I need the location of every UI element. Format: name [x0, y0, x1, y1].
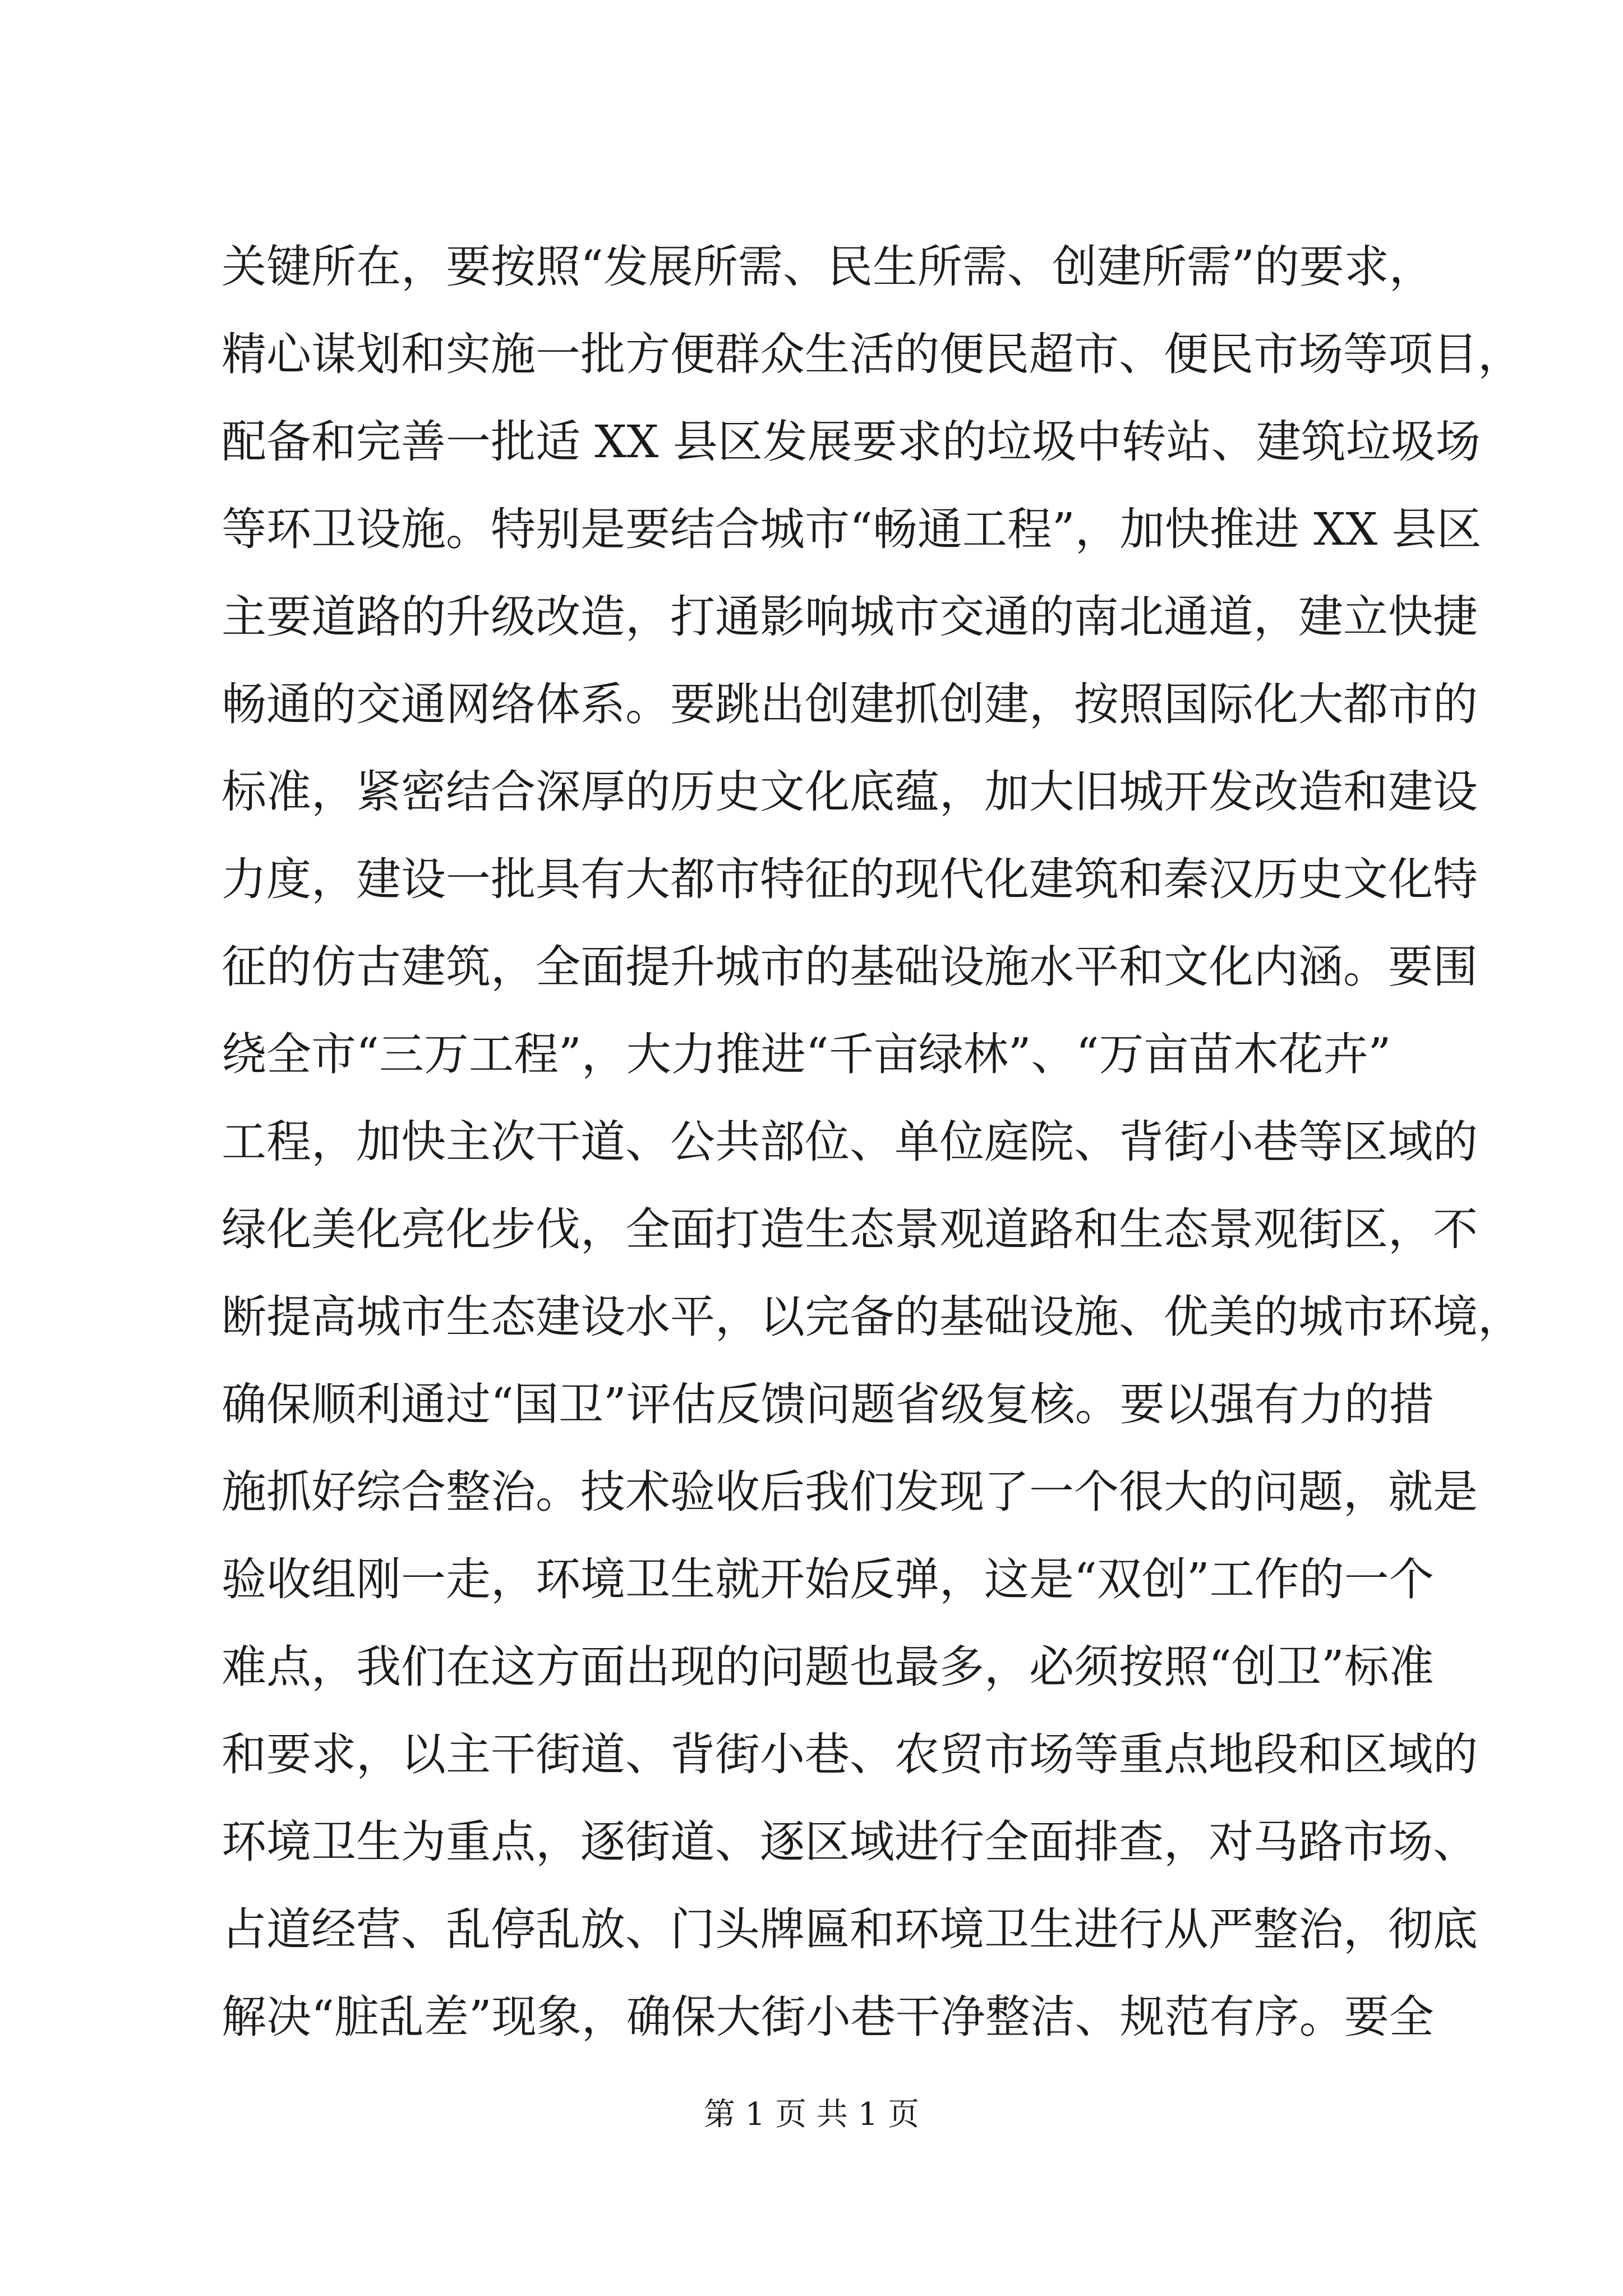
- text-line: 施抓好综合整治。技术验收后我们发现了一个很大的问题，就是: [222, 1466, 1478, 1518]
- text-line: 征的仿古建筑，全面提升城市的基础设施水平和文化内涵。要围: [222, 941, 1478, 993]
- text-line: 解决“脏乱差”现象，确保大街小巷干净整洁、规范有序。要全: [222, 1991, 1434, 2043]
- text-line: 占道经营、乱停乱放、门头牌匾和环境卫生进行从严整治，彻底: [222, 1903, 1478, 1955]
- text-line: 关键所在，要按照“发展所需、民生所需、创建所需”的要求，: [222, 241, 1434, 293]
- page-footer: [0, 2092, 1623, 2137]
- text-line: 难点，我们在这方面出现的问题也最多，必须按照“创卫”标准: [222, 1641, 1434, 1693]
- text-line: 断提高城市生态建设水平，以完备的基础设施、优美的城市环境，: [222, 1291, 1523, 1343]
- page-number: 第 1 页 共 1 页: [703, 2096, 920, 2133]
- body-text: [222, 223, 1523, 2061]
- text-line: 畅通的交通网络体系。要跳出创建抓创建，按照国际化大都市的: [222, 678, 1478, 730]
- text-line: 精心谋划和实施一批方便群众生活的便民超市、便民市场等项目，: [222, 328, 1523, 380]
- text-line: 和要求，以主干街道、背街小巷、农贸市场等重点地段和区域的: [222, 1728, 1478, 1780]
- text-line: 等环卫设施。特别是要结合城市“畅通工程”，加快推进 XX 县区: [222, 503, 1482, 555]
- text-line: 环境卫生为重点，逐街道、逐区域进行全面排查，对马路市场、: [222, 1816, 1478, 1868]
- text-line: 确保顺利通过“国卫”评估反馈问题省级复核。要以强有力的措: [222, 1378, 1434, 1430]
- text-line: 验收组刚一走，环境卫生就开始反弹，这是“双创”工作的一个: [222, 1553, 1434, 1605]
- text-line: 工程，加快主次干道、公共部位、单位庭院、背街小巷等区域的: [222, 1116, 1478, 1168]
- text-line: 绿化美化亮化步伐，全面打造生态景观道路和生态景观街区，不: [222, 1203, 1478, 1255]
- text-line: 主要道路的升级改造，打通影响城市交通的南北通道，建立快捷: [222, 591, 1478, 643]
- text-line: 标准，紧密结合深厚的历史文化底蕴，加大旧城开发改造和建设: [222, 766, 1478, 818]
- text-line: 绕全市“三万工程”，大力推进“千亩绿林”、“万亩苗木花卉”: [222, 1028, 1391, 1080]
- text-line: 力度，建设一批具有大都市特征的现代化建筑和秦汉历史文化特: [222, 853, 1478, 905]
- text-line: 配备和完善一批适 XX 县区发展要求的垃圾中转站、建筑垃圾场: [222, 416, 1481, 468]
